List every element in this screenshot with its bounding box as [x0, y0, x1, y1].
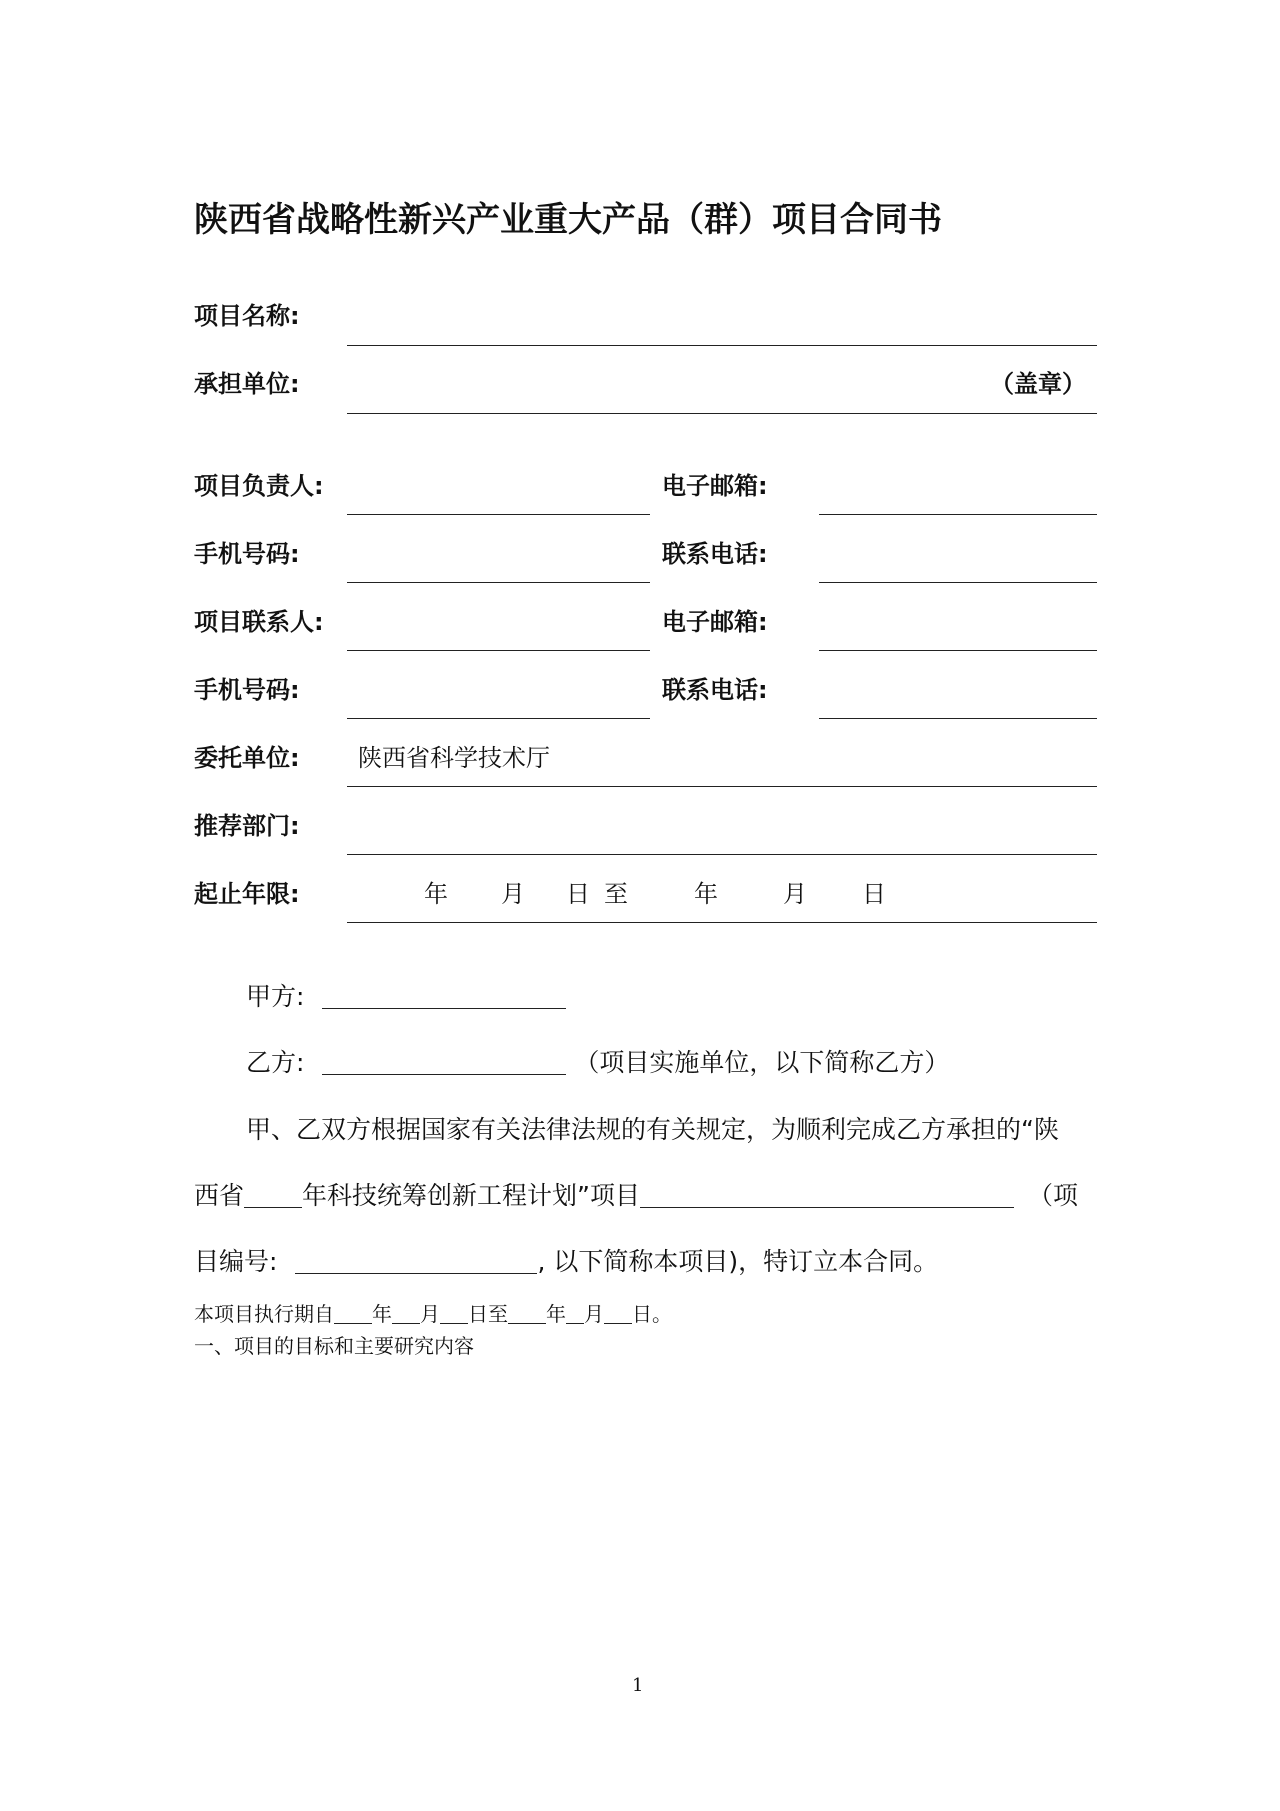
email-label-1: 电子邮箱:: [662, 472, 768, 500]
email-label-2: 电子邮箱:: [662, 608, 768, 636]
period-year-end: 年: [694, 880, 718, 908]
entrust-unit-value: 陕西省科学技术厅: [358, 744, 550, 772]
party-b-note: （项目实施单位，以下简称乙方）: [574, 1048, 950, 1077]
exec-day-start-field[interactable]: [440, 1305, 468, 1324]
party-b-label: 乙方:: [246, 1048, 305, 1077]
party-a-line: [246, 977, 566, 1013]
email-field-2[interactable]: [819, 650, 1097, 651]
mobile-field-1[interactable]: [347, 582, 650, 583]
execution-text: 月: [584, 1302, 604, 1326]
phone-field-2[interactable]: [819, 718, 1097, 719]
execution-text: 年: [546, 1302, 566, 1326]
project-leader-field[interactable]: [347, 514, 650, 515]
paragraph-text: 年科技统筹创新工程计划”项目: [302, 1181, 640, 1210]
period-label: 起止年限:: [194, 880, 300, 908]
project-contact-field[interactable]: [347, 650, 650, 651]
period-year-start: 年: [424, 880, 448, 908]
undertaking-unit-field[interactable]: [347, 413, 1097, 414]
period-to: 至: [604, 880, 628, 908]
period-month-end: 月: [783, 880, 807, 908]
mobile-field-2[interactable]: [347, 718, 650, 719]
paragraph-line-1: 甲、乙双方根据国家有关法律法规的有关规定，为顺利完成乙方承担的“陕: [246, 1115, 1059, 1144]
mobile-label-2: 手机号码:: [194, 676, 300, 704]
execution-text: 年: [372, 1302, 392, 1326]
section-heading-1: 一、项目的目标和主要研究内容: [194, 1334, 474, 1358]
execution-text: 月: [420, 1302, 440, 1326]
seal-label: （盖章）: [990, 370, 1086, 398]
paragraph-line-3: [194, 1242, 938, 1278]
entrust-unit-field[interactable]: [347, 786, 1097, 787]
exec-year-end-field[interactable]: [508, 1305, 546, 1324]
project-contact-label: 项目联系人:: [194, 608, 324, 636]
document-title: 陕西省战略性新兴产业重大产品（群）项目合同书: [194, 200, 942, 240]
phone-label-2: 联系电话:: [662, 676, 768, 704]
period-field[interactable]: [347, 922, 1097, 923]
paragraph-text: 目编号:: [194, 1247, 278, 1276]
page-number: 1: [632, 1675, 644, 1696]
paragraph-text: 西省: [194, 1181, 245, 1210]
recommend-dept-field[interactable]: [347, 854, 1097, 855]
project-leader-label: 项目负责人:: [194, 472, 324, 500]
party-b-line: [246, 1043, 949, 1079]
execution-text: 日至: [468, 1302, 508, 1326]
period-day-start: 日: [566, 880, 590, 908]
exec-day-end-field[interactable]: [604, 1305, 632, 1324]
paragraph-text: （项: [1027, 1181, 1078, 1210]
project-name-field[interactable]: [347, 345, 1097, 346]
period-month-start: 月: [501, 880, 525, 908]
project-name-label: 项目名称:: [194, 302, 300, 330]
recommend-dept-label: 推荐部门:: [194, 812, 300, 840]
phone-field-1[interactable]: [819, 582, 1097, 583]
execution-text: 日。: [632, 1302, 672, 1326]
party-a-label: 甲方:: [246, 982, 305, 1011]
mobile-label-1: 手机号码:: [194, 540, 300, 568]
phone-label-1: 联系电话:: [662, 540, 768, 568]
exec-month-end-field[interactable]: [566, 1305, 584, 1324]
exec-month-start-field[interactable]: [392, 1305, 420, 1324]
entrust-unit-label: 委托单位:: [194, 744, 300, 772]
project-number-field[interactable]: [295, 1249, 537, 1274]
exec-year-start-field[interactable]: [334, 1305, 372, 1324]
party-a-field[interactable]: [322, 984, 566, 1009]
project-title-field[interactable]: [640, 1183, 1014, 1208]
execution-period-line: [194, 1298, 672, 1327]
undertaking-unit-label: 承担单位:: [194, 370, 300, 398]
paragraph-text: , 以下简称本项目)，特订立本合同。: [537, 1247, 939, 1276]
party-b-field[interactable]: [322, 1050, 566, 1075]
period-day-end: 日: [862, 880, 886, 908]
email-field-1[interactable]: [819, 514, 1097, 515]
execution-text: 本项目执行期自: [194, 1302, 334, 1326]
plan-year-field[interactable]: [244, 1183, 302, 1208]
paragraph-line-2: [194, 1176, 1078, 1212]
